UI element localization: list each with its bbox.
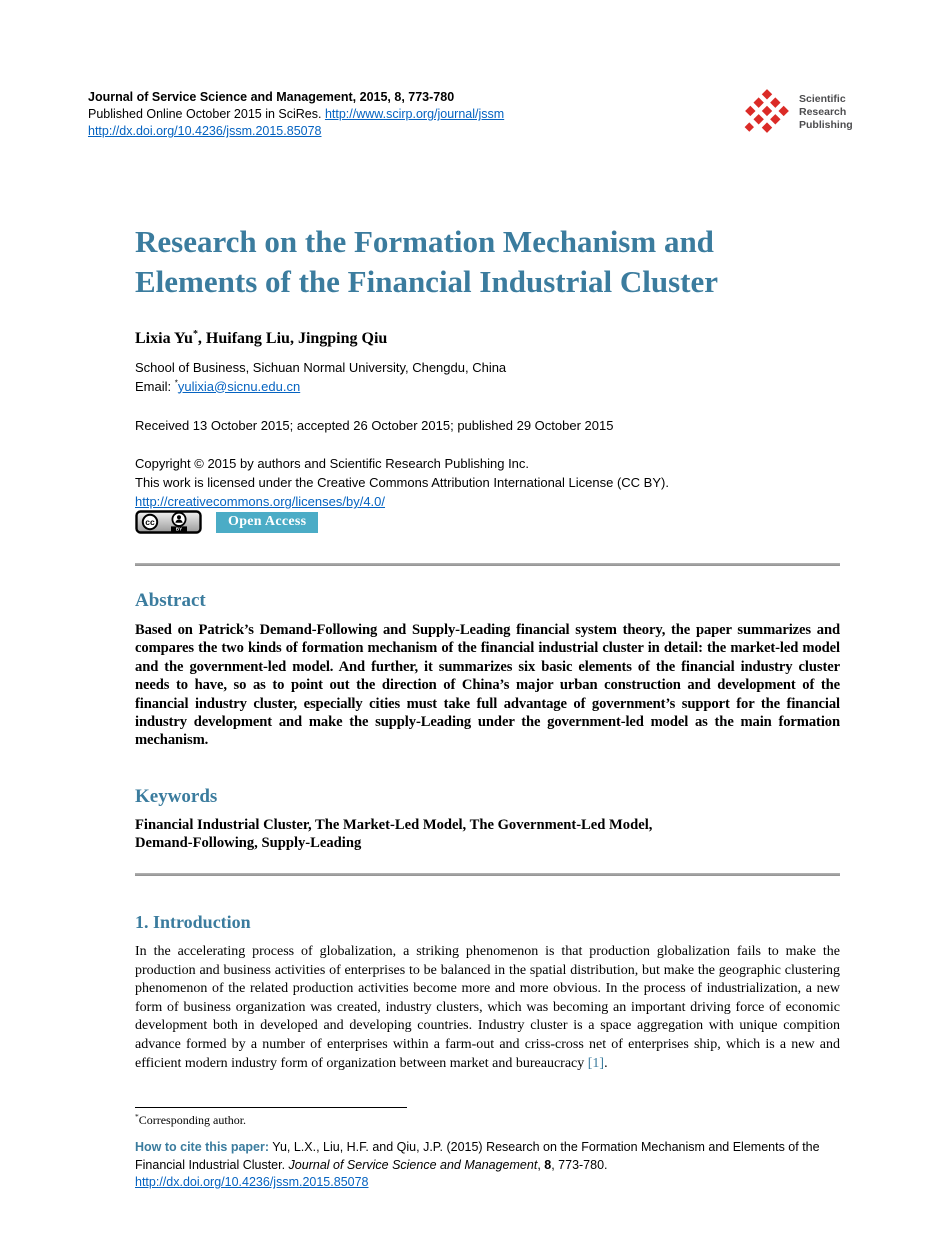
- dates-line: Received 13 October 2015; accepted 26 October 2015; published 29 October 2015: [135, 418, 614, 433]
- affiliation-block: [135, 359, 506, 396]
- scirp-diamonds-icon: [742, 87, 792, 137]
- authors-line: Lixia Yu*, Huifang Liu, Jingping Qiu: [135, 328, 388, 347]
- journal-header: [88, 89, 504, 140]
- by-label: BY: [175, 526, 183, 532]
- copyright-block: Copyright © 2015 by authors and Scientific Research Publishing Inc. This work is licensed under the Creative Commons Attribution International License (CC BY). http://creativecommons.org/licenses/by/4.0/: [135, 456, 669, 509]
- footnote-rule: [135, 1107, 407, 1108]
- affiliation: School of Business, Sichuan Normal University, Chengdu, China: [135, 360, 507, 375]
- cc-by-badge[interactable]: [135, 510, 202, 534]
- keywords-heading: Keywords: [135, 786, 218, 807]
- introduction-body: In the accelerating process of globalization, a striking phenomenon is that production globalization fails to make the production and business activities of enterprises to be balanced in the spatial distribution, but make the geographic clustering phenomenon of the related production activities become more and more obvious. In the process of industrialization, a new form of business organization was created, industry clusters, which was becoming an important driving force of economic development both in developed and developing countries. Industry cluster is a space aggregation with unique compition advance formed by a number of enterprises within a farm-out and criss-cross net of enterprises ship, which is a new and efficient modern industry form of organization between market and bureaucracy [1].: [135, 944, 840, 1071]
- how-to-cite-block: How to cite this paper: Yu, L.X., Liu, H.F. and Qiu, J.P. (2015) Research on the Formation Mechanism and Elements of the Financial Industrial Cluster. Journal of Service Science and Management, 8, 773-780. http://dx.doi.org/10.4236/jssm.2015.85078: [135, 1140, 820, 1189]
- footer-doi-link[interactable]: http://dx.doi.org/10.4236/jssm.2015.85078: [135, 1175, 369, 1189]
- journal-name-italic: Journal of Service Science and Management: [288, 1157, 538, 1172]
- section-divider-top: [135, 563, 840, 566]
- scirp-logo: [742, 87, 853, 137]
- journal-url-link[interactable]: http://www.scirp.org/journal/jssm: [324, 107, 505, 121]
- section-divider-bottom: [135, 873, 840, 876]
- svg-text:cc: cc: [145, 517, 155, 527]
- page-title: Research on the Formation Mechanism and Elements of the Financial Industrial Cluster: [135, 224, 718, 299]
- license-badges: [135, 510, 318, 534]
- publisher-name: Scientific Research Publishing: [799, 92, 853, 131]
- volume-number: 8: [544, 1157, 552, 1172]
- published-online-line: Published Online October 2015 in SciRes. http://www.scirp.org/journal/jssm: [88, 107, 505, 121]
- introduction-heading: 1. Introduction: [135, 912, 251, 932]
- header-doi-link[interactable]: http://dx.doi.org/10.4236/jssm.2015.85078: [88, 124, 322, 138]
- journal-citation-line: Journal of Service Science and Management, 2015, 8, 773-780: [88, 90, 455, 104]
- email-link[interactable]: yulixia@sicnu.edu.cn: [177, 378, 301, 394]
- keywords-body: Financial Industrial Cluster, The Market-Led Model, The Government-Led Model, Demand-Following, Supply-Leading: [135, 817, 653, 852]
- email-line: Email: *yulixia@sicnu.edu.cn: [135, 378, 301, 394]
- cc-icon: [143, 515, 157, 529]
- license-url-link[interactable]: http://creativecommons.org/licenses/by/4.0/: [135, 494, 386, 509]
- corresponding-author-mark: *: [192, 328, 198, 340]
- open-access-badge: Open Access: [216, 512, 318, 533]
- abstract-body: Based on Patrick’s Demand-Following and Supply-Leading financial system theory, the paper summarizes and compares the two kinds of formation mechanism of the financial industrial cluster in detail: the market-led model and the government-led model. And further, it summarizes six basic elements of the financial industry cluster needs to have, so as to point out the direction of China’s major urban construction and development of the financial industry cluster, especially cities must take full advantage of government’s support for the financial industry development and make the supply-Leading under the government-led model as the main formation mechanism.: [135, 622, 840, 749]
- corresponding-author-footnote: *Corresponding author.: [135, 1112, 247, 1127]
- how-to-cite-label: How to cite this paper:: [135, 1140, 270, 1154]
- abstract-heading: Abstract: [135, 590, 206, 611]
- citation-ref-1[interactable]: [1]: [587, 1055, 605, 1071]
- person-icon: [172, 513, 185, 526]
